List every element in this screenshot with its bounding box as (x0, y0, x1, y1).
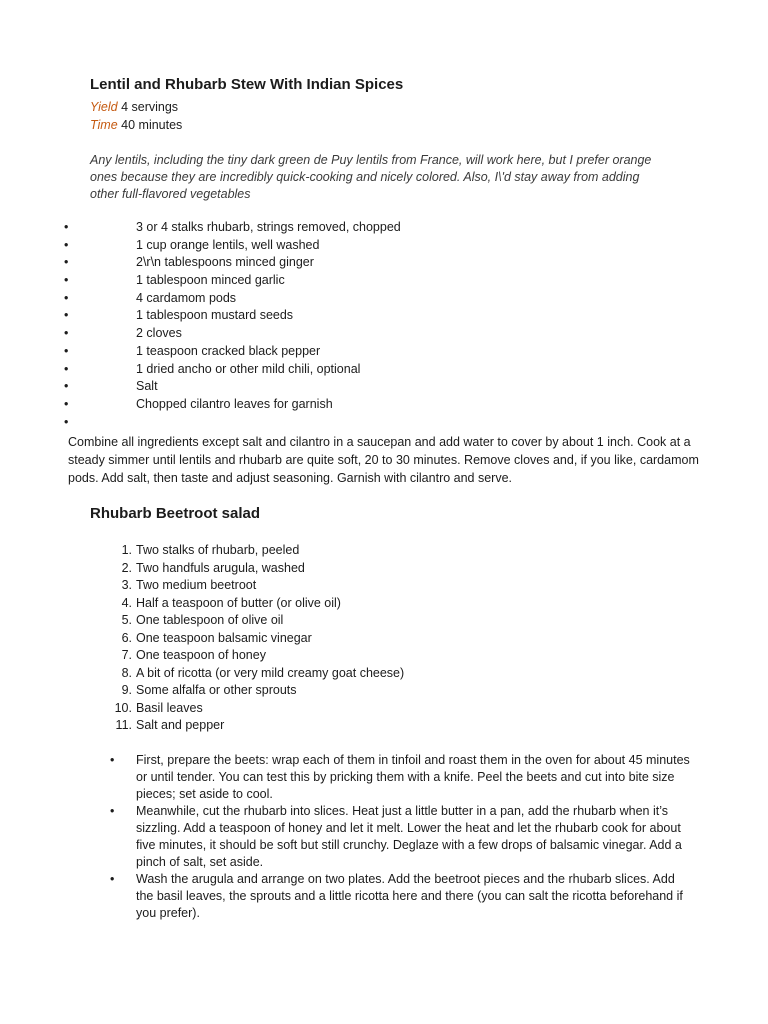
item-number: 2. (121, 560, 132, 575)
bullet-icon: • (64, 379, 69, 394)
salad-steps-list (110, 752, 690, 922)
salad-title: Rhubarb Beetroot salad (90, 505, 261, 522)
item-number: 6. (121, 630, 132, 645)
salad-ingredient-text: Two handfuls arugula, washed (136, 560, 305, 575)
salad-step-text: Wash the arugula and arrange on two plates. Add the beetroot pieces and the rhubarb slices. Add the basil leaves, the sprouts and a little ricotta here and there (you can salt the ricotta beforehand if you prefer). (136, 872, 683, 920)
salad-ingredient-text: Some alfalfa or other sprouts (136, 683, 297, 697)
item-number: 9. (121, 683, 132, 697)
item-number: 4. (121, 595, 132, 610)
ingredient-text: 1 cup orange lentils, well washed (136, 237, 320, 252)
bullet-icon: • (64, 220, 69, 234)
item-number: 8. (121, 665, 132, 680)
salad-step (110, 803, 690, 871)
salad-step-text: Meanwhile, cut the rhubarb into slices. Heat just a little butter in a pan, add the rhubarb when it’s sizzling. Add a teaspoon of honey and let it melt. Lower the heat and let the rhubarb cook for about five minutes, it should be soft but still crunchy. Deglaze with a few drops of balsamic vinegar. Add a pinch of salt, set aside. (136, 804, 682, 869)
bullet-icon: • (64, 396, 69, 411)
time-line (90, 118, 182, 132)
bullet-icon: • (64, 326, 69, 341)
recipe-method: Combine all ingredients except salt and cilantro in a saucepan and add water to cover by about 1 inch. Cook at a steady simmer until lentils and rhubarb are quite soft, 20 to 30 minutes. Remove cloves and, if you like, cardamom pods. Add salt, then taste and adjust seasoning. Garnish with cilantro and serve. (68, 435, 699, 485)
yield-label: Yield (90, 100, 118, 114)
item-number: 7. (121, 648, 132, 662)
item-number: 5. (121, 613, 132, 627)
salad-ingredient-text: One teaspoon of honey (136, 648, 266, 662)
bullet-icon: • (110, 804, 115, 818)
ingredient-text: 4 cardamom pods (136, 290, 237, 305)
ingredient-text: 1 dried ancho or other mild chili, optional (136, 361, 361, 376)
ingredient-text: Chopped cilantro leaves for garnish (136, 396, 333, 411)
recipe-intro: Any lentils, including the tiny dark green de Puy lentils from France, will work here, but I prefer orange ones because they are incredibly quick-cooking and nicely colored. Also, I\'d stay away from adding other full-flavored vegetables (90, 153, 652, 201)
yield-value: 4 servings (121, 100, 179, 114)
bullet-icon: • (64, 290, 69, 305)
item-number: 11. (115, 718, 132, 732)
salad-ingredient-text: One tablespoon of olive oil (136, 613, 284, 627)
ingredient-text: 1 tablespoon minced garlic (136, 273, 285, 288)
bullet-icon: • (64, 237, 69, 252)
salad-step-text: First, prepare the beets: wrap each of them in tinfoil and roast them in the oven for about 45 minutes or until tender. You can test this by pricking them with a knife. Peel the beets and cut into bite size pieces; set aside to cool. (136, 753, 690, 801)
time-value: 40 minutes (121, 118, 183, 132)
time-label: Time (90, 118, 118, 132)
salad-ingredient-text: One teaspoon balsamic vinegar (136, 630, 312, 645)
salad-ingredient-text: A bit of ricotta (or very mild creamy goat cheese) (136, 665, 405, 680)
bullet-icon: • (64, 308, 69, 323)
ingredient-text: 2 cloves (136, 326, 182, 341)
ingredient-text: Salt (136, 379, 158, 394)
salad-step (110, 871, 690, 922)
salad-ingredient-text: Two stalks of rhubarb, peeled (136, 543, 300, 557)
bullet-icon: • (110, 753, 115, 767)
bullet-icon: • (64, 343, 69, 358)
salad-ingredient-text: Half a teaspoon of butter (or olive oil) (136, 595, 341, 610)
ingredient-text: 1 tablespoon mustard seeds (136, 308, 294, 323)
bullet-icon: • (64, 255, 69, 270)
recipe-title: Lentil and Rhubarb Stew With Indian Spices (90, 76, 404, 93)
item-number: 1. (121, 543, 132, 557)
ingredient-text: 1 teaspoon cracked black pepper (136, 343, 321, 358)
salad-ingredient-text: Salt and pepper (136, 718, 225, 732)
salad-ingredient-text: Basil leaves (136, 700, 203, 715)
salad-step (110, 752, 690, 803)
bullet-icon: • (110, 872, 115, 886)
bullet-icon: • (64, 414, 69, 429)
bullet-icon: • (64, 273, 69, 288)
salad-ingredient-text: Two medium beetroot (136, 578, 257, 592)
ingredient-text: 2\r\n tablespoons minced ginger (136, 255, 314, 270)
ingredient-text: 3 or 4 stalks rhubarb, strings removed, chopped (136, 220, 401, 234)
item-number: 10. (114, 700, 132, 715)
item-number: 3. (121, 578, 132, 592)
yield-line (90, 100, 178, 114)
bullet-icon: • (64, 361, 69, 376)
